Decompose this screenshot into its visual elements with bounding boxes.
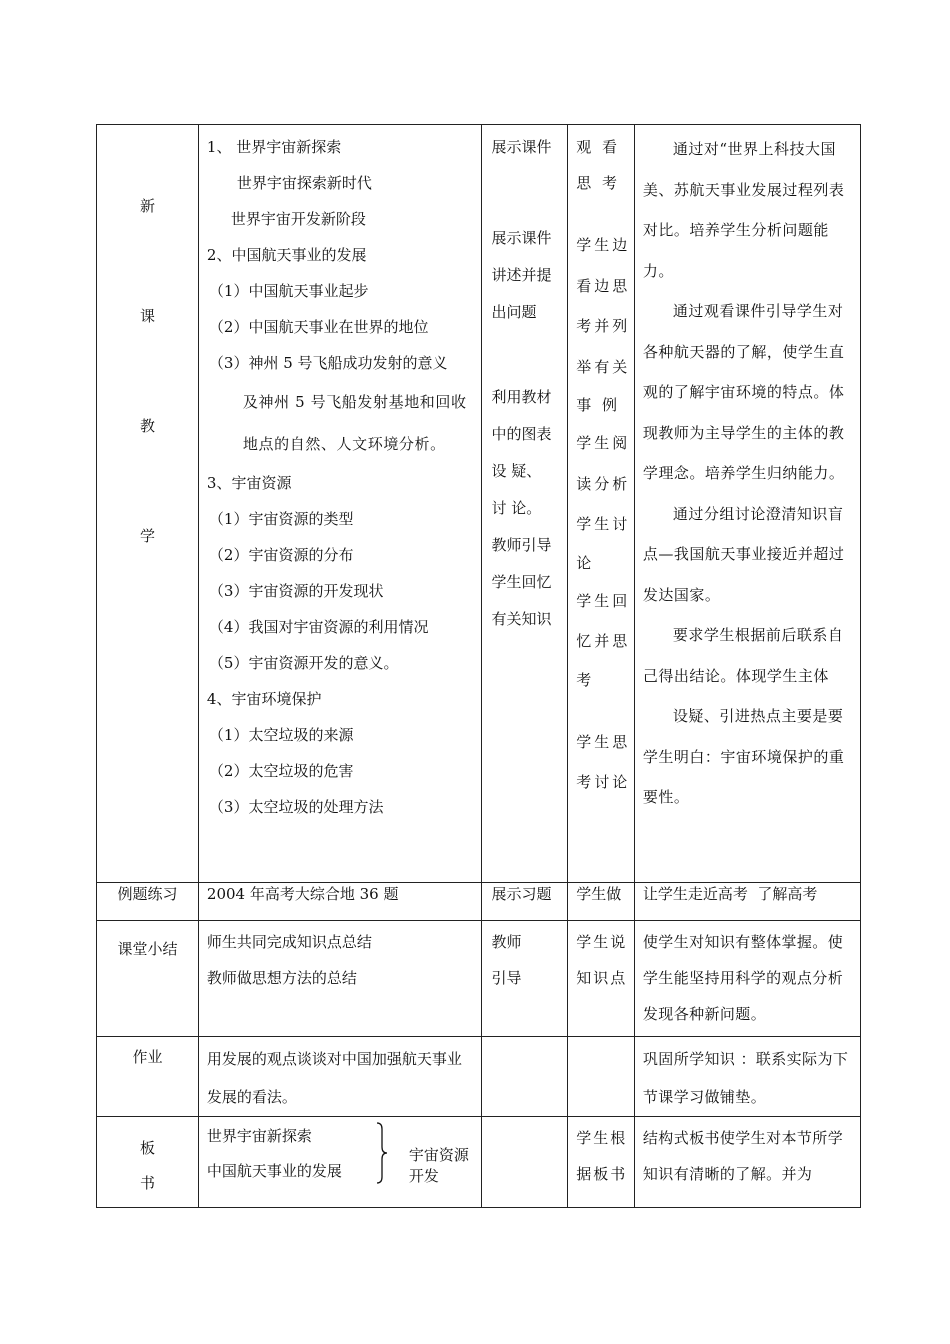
example-section-label: 例题练习	[97, 883, 199, 921]
student-line: 学生边	[576, 236, 631, 254]
summary-student-cell	[568, 921, 635, 1037]
student-line: 考	[576, 670, 595, 689]
summary-teacher-line: 引导	[491, 969, 522, 987]
lesson-plan-table	[96, 124, 861, 1208]
content-line: 世界宇宙探索新时代	[236, 174, 372, 192]
method-line: 有关知识	[491, 610, 552, 628]
summary-intent-cell	[634, 921, 860, 1037]
content-line: 1、 世界宇宙新探索	[206, 138, 342, 156]
section-char: 教	[139, 417, 155, 435]
design-paragraph: 通过观看课件引导学生对各种航天器的了解，使学生直观的了解宇宙环境的特点。体现教师为主导学生的主体的教学理念。培养学生归纳能力。	[642, 302, 845, 482]
section-char: 板	[139, 1139, 155, 1157]
content-line: （1）宇宙资源的类型	[208, 510, 354, 528]
content-line: 世界宇宙开发新阶段	[230, 210, 366, 228]
summary-line: 师生共同完成知识点总结	[206, 933, 372, 951]
summary-content-cell	[198, 921, 481, 1037]
student-line: 事 例	[576, 396, 621, 414]
student-line: 考讨论	[576, 773, 631, 791]
lesson-content-cell	[198, 125, 481, 883]
method-line: 展示课件	[491, 138, 552, 156]
board-row	[97, 1117, 861, 1208]
summary-teacher-cell	[481, 921, 568, 1037]
content-line: （2）中国航天事业在世界的地位	[208, 318, 429, 336]
board-summary: 宇宙资源开发	[408, 1146, 469, 1185]
example-teacher: 展示习题	[481, 883, 568, 921]
board-student-cell	[568, 1117, 635, 1208]
content-line: （2）宇宙资源的分布	[208, 546, 354, 564]
homework-student-cell	[568, 1037, 635, 1117]
content-line: （1）太空垃圾的来源	[208, 726, 354, 744]
method-line: 讨 论。	[491, 499, 542, 517]
content-line: 及神州 5 号飞船发射基地和回收地点的自然、人文环境分析。	[242, 393, 467, 453]
student-line: 忆并思	[576, 632, 631, 650]
new-lesson-row	[97, 125, 861, 883]
example-intent: 让学生走近高考 了解高考	[634, 883, 860, 921]
teacher-method-cell	[481, 125, 568, 883]
student-line: 看边思	[576, 276, 631, 295]
board-teacher-cell	[481, 1117, 568, 1208]
board-student-line: 学生根	[576, 1129, 628, 1147]
summary-student-line: 学生说	[576, 933, 628, 951]
section-char: 课	[139, 307, 155, 325]
homework-teacher-cell	[481, 1037, 568, 1117]
student-line: 考并列	[576, 317, 631, 335]
board-section-label	[97, 1117, 199, 1208]
summary-student-line: 知识点	[576, 969, 628, 987]
right-brace-icon	[375, 1121, 389, 1185]
new-lesson-section-label	[97, 125, 199, 883]
student-line: 思 考	[576, 174, 621, 192]
method-line: 中的图表	[491, 425, 552, 443]
method-line: 教师引导	[491, 536, 552, 554]
example-row	[97, 883, 861, 921]
content-line: 4、宇宙环境保护	[206, 690, 322, 708]
design-intent-cell	[634, 125, 860, 883]
student-line: 学生阅	[576, 434, 631, 452]
content-line: 3、宇宙资源	[206, 474, 292, 492]
content-line: （1）中国航天事业起步	[208, 282, 369, 300]
student-line: 学生思	[576, 732, 631, 751]
content-line: （3）宇宙资源的开发现状	[208, 582, 384, 600]
method-line: 讲述并提	[491, 266, 552, 284]
homework-section-label: 作业	[97, 1037, 199, 1117]
board-student-line: 据板书	[576, 1165, 628, 1183]
method-line: 设 疑、	[491, 462, 542, 480]
content-line: （5）宇宙资源开发的意义。	[208, 654, 399, 672]
student-line: 学生讨	[576, 515, 631, 533]
method-line: 利用教材	[491, 388, 552, 406]
student-line: 举有关	[576, 357, 631, 376]
section-char: 书	[139, 1174, 155, 1192]
board-item: 中国航天事业的发展	[206, 1162, 342, 1180]
design-paragraph: 要求学生根据前后联系自己得出结论。体现学生主体	[642, 626, 844, 685]
student-activity-cell	[568, 125, 635, 883]
summary-line: 教师做思想方法的总结	[206, 969, 357, 987]
content-line: （4）我国对宇宙资源的利用情况	[208, 618, 429, 636]
example-student: 学生做	[568, 883, 635, 921]
design-paragraph: 通过对“世界上科技大国美、苏航天事业发展过程列表对比。培养学生分析问题能力。	[642, 140, 845, 280]
method-line: 出问题	[491, 303, 537, 321]
content-line: （2）太空垃圾的危害	[208, 762, 354, 780]
board-intent-cell	[634, 1117, 860, 1208]
method-line: 展示课件	[491, 229, 552, 247]
method-line: 学生回忆	[491, 573, 552, 591]
content-line: （3）太空垃圾的处理方法	[208, 798, 384, 816]
homework-row	[97, 1037, 861, 1117]
student-line: 学生回	[576, 591, 631, 610]
section-char: 新	[139, 197, 155, 215]
design-paragraph: 设疑、引进热点主要是要学生明白：宇宙环境保护的重要性。	[642, 707, 845, 806]
student-line: 论	[576, 553, 595, 572]
board-item: 世界宇宙新探索	[206, 1127, 312, 1145]
homework-intent-cell	[634, 1037, 860, 1117]
board-content-cell	[198, 1117, 481, 1208]
example-content: 2004 年高考大综合地 36 题	[198, 883, 481, 921]
summary-teacher-line: 教师	[491, 933, 522, 951]
section-char: 学	[139, 527, 155, 545]
summary-intent: 使学生对知识有整体掌握。使学生能坚持用科学的观点分析发现各种新问题。	[642, 933, 844, 1023]
student-line: 读分析	[576, 474, 631, 493]
homework-content: 用发展的观点谈谈对中国加强航天事业发展的看法。	[206, 1050, 462, 1106]
homework-content-cell	[198, 1037, 481, 1117]
summary-row	[97, 921, 861, 1037]
board-intent: 结构式板书使学生对本节所学知识有清晰的了解。并为	[642, 1129, 844, 1183]
summary-section-label: 课堂小结	[97, 921, 199, 1037]
homework-intent: 巩固所学知识 ：联系实际为下节课学习做铺垫。	[642, 1050, 849, 1106]
student-line: 观 看	[576, 138, 621, 156]
design-paragraph: 通过分组讨论澄清知识盲点—我国航天事业接近并超过发达国家。	[642, 504, 845, 604]
content-line: 2、中国航天事业的发展	[206, 246, 367, 264]
content-line: （3）神州 5 号飞船成功发射的意义	[208, 354, 448, 372]
